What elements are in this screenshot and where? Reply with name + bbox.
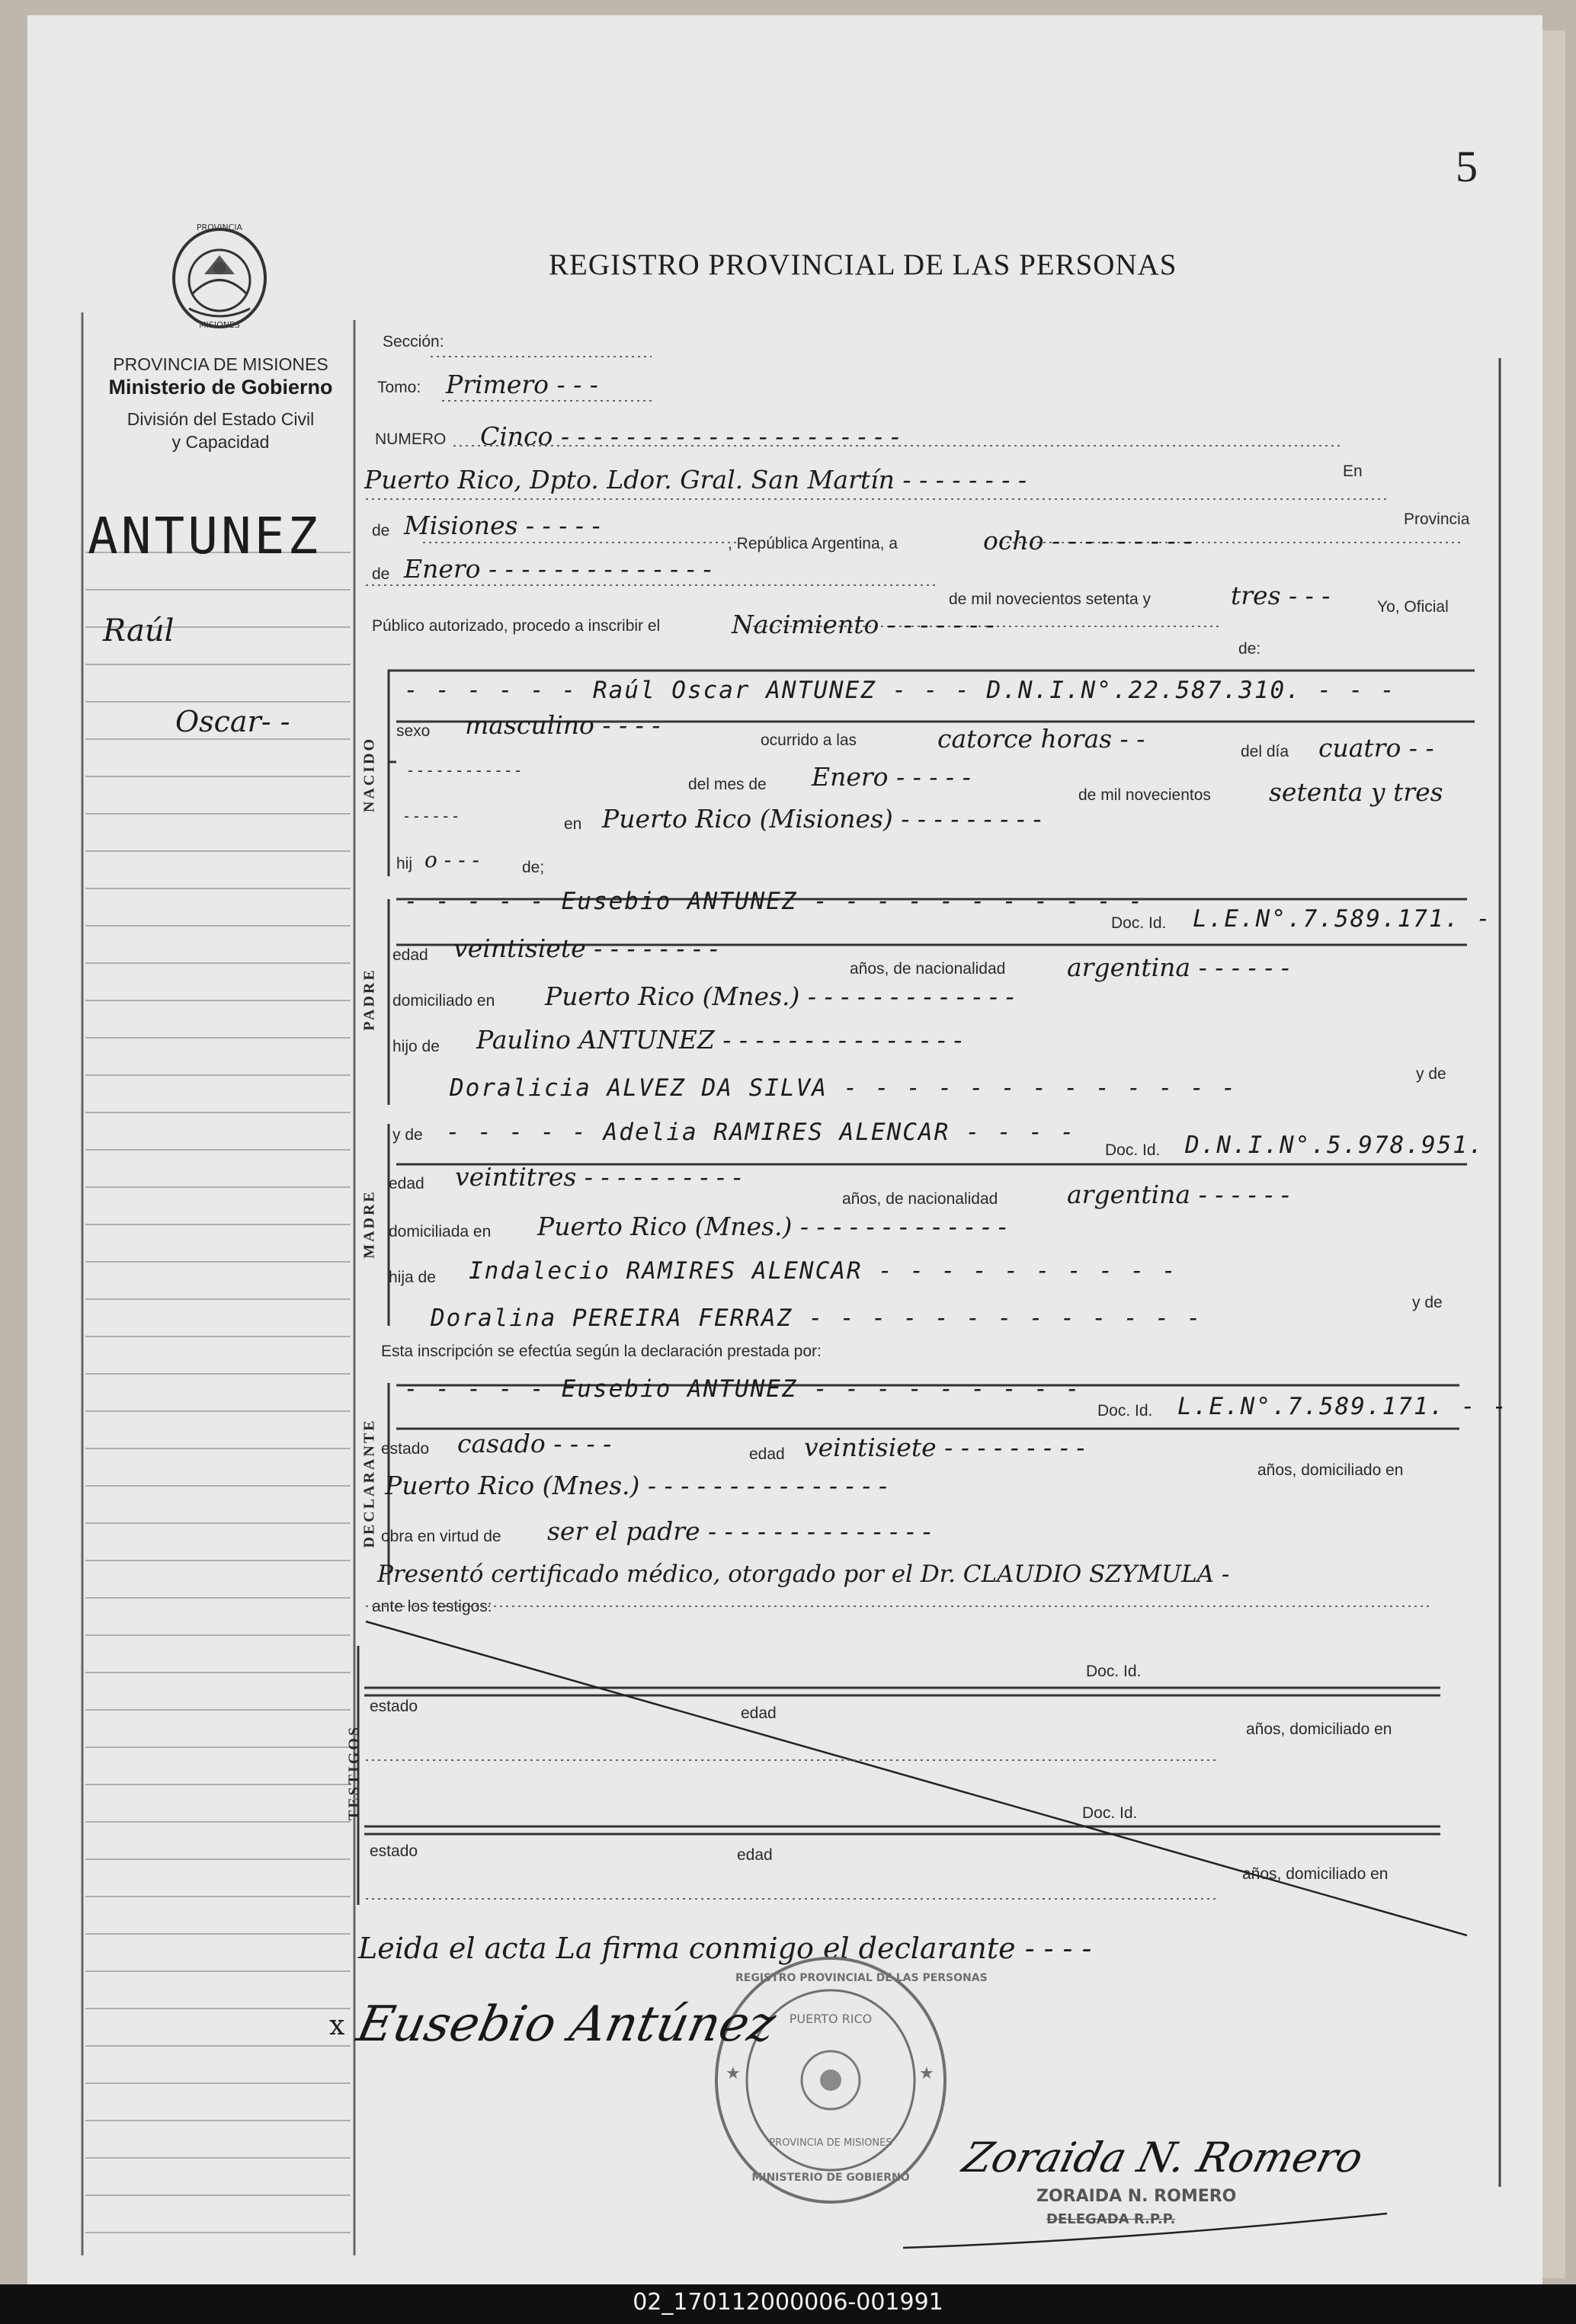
- anio-value: setenta y tres: [1269, 777, 1443, 807]
- stamp-lower-ring: MINISTERIO DE GOBIERNO: [751, 2172, 910, 2184]
- testigo1-estado-label: estado: [370, 1698, 418, 1715]
- declarante-signature: Eusebio Antúnez: [352, 1996, 781, 2053]
- signature-mark: x: [329, 2010, 345, 2041]
- publico-text: Público autorizado, procedo a inscribir el: [372, 617, 661, 635]
- madre-hija-label: hija de: [389, 1269, 436, 1286]
- declarante-name-value: - - - - - Eusebio ANTUNEZ - - - - - - - - -: [404, 1375, 1081, 1403]
- inscripcion-text: Esta inscripción se efectúa según la declaración prestada por:: [381, 1343, 822, 1360]
- hijo-value: o - - -: [424, 847, 479, 872]
- padre-edad-label: edad: [392, 946, 428, 964]
- testigo1-doc-label: Doc. Id.: [1086, 1663, 1142, 1680]
- nacido-dash-prefix: - - - - - - - - - - - -: [408, 762, 521, 779]
- page-number: 5: [1456, 142, 1478, 191]
- lugar-value: Puerto Rico (Misiones) - - - - - - - - -: [602, 804, 1042, 834]
- nacido-name-value: - - - - - - Raúl Oscar ANTUNEZ - - - D.N.I.N°.22.587.310. - - -: [404, 677, 1396, 704]
- dia-label: del día: [1241, 743, 1289, 760]
- declarante-anios-label: años, domiciliado en: [1257, 1461, 1404, 1479]
- padre-hijo-label: hijo de: [392, 1038, 440, 1055]
- official-name: ZORAIDA N. ROMERO: [1036, 2187, 1237, 2206]
- padre-hijo-value: Paulino ANTUNEZ - - - - - - - - - - - - - - -: [476, 1025, 963, 1055]
- place-value: Puerto Rico, Dpto. Ldor. Gral. San Martín - - - - - - - -: [364, 465, 1027, 495]
- padre-nac-label: años, de nacionalidad: [850, 960, 1006, 978]
- madre-section-label: MADRE: [360, 1189, 378, 1259]
- madre-y-de-label: y de: [392, 1126, 423, 1144]
- madre-nac-label: años, de nacionalidad: [842, 1190, 998, 1208]
- provincia-label: Provincia: [1404, 511, 1470, 528]
- stamp-inner-bottom: PROVINCIA DE MISIONES: [769, 2137, 892, 2149]
- margin-surname: ANTUNEZ: [88, 507, 322, 565]
- padre-edad-value: veintisiete - - - - - - - -: [453, 933, 718, 963]
- madre-edad-value: veintitres - - - - - - - - - -: [455, 1162, 742, 1192]
- madre-dom-value: Puerto Rico (Mnes.) - - - - - - - - - - - - -: [537, 1212, 1007, 1241]
- testigos-intro: ante los testigos:: [372, 1598, 492, 1615]
- padre-dom-value: Puerto Rico (Mnes.) - - - - - - - - - - - - -: [545, 981, 1014, 1011]
- mes-label: del mes de: [688, 776, 767, 793]
- testigo1-anios-label: años, domiciliado en: [1246, 1721, 1392, 1738]
- de-colon: de:: [1238, 640, 1261, 658]
- declarante-edad-value: veintisiete - - - - - - - - -: [804, 1432, 1085, 1462]
- ocurrido-label: ocurrido a las: [761, 731, 857, 749]
- padre-doc-value: L.E.N°.7.589.171. -: [1193, 905, 1492, 933]
- numero-value: Cinco - - - - - - - - - - - - - - - - - - - - -: [480, 421, 899, 451]
- closing-text: Leida el acta La firma conmigo el declarante - - - -: [358, 1932, 1092, 1965]
- hijo-label: hij: [396, 855, 413, 872]
- madre-name-value: - - - - - Adelia RAMIRES ALENCAR - - - -: [446, 1119, 1076, 1146]
- page-title: REGISTRO PROVINCIAL DE LAS PERSONAS: [549, 248, 1177, 281]
- madre-dom-label: domiciliada en: [389, 1223, 492, 1240]
- testigo1-edad-label: edad: [741, 1705, 777, 1722]
- seccion-label: Sección:: [383, 333, 444, 351]
- testigos-section-label: TESTIGOS: [345, 1724, 363, 1821]
- official-stamp: [709, 1951, 988, 2210]
- testigo2-estado-label: estado: [370, 1842, 418, 1860]
- office-line-2: Ministerio de Gobierno: [108, 376, 333, 399]
- official-signature: Zoraida N. Romero: [958, 2134, 1368, 2182]
- province-value: Misiones - - - - -: [404, 511, 601, 540]
- stamp-outer-text: REGISTRO PROVINCIAL DE LAS PERSONAS: [735, 1972, 988, 1984]
- madre-y-de-label-2: y de: [1412, 1294, 1443, 1311]
- madre-hija-value: Indalecio RAMIRES ALENCAR - - - - - - - - - -: [469, 1257, 1177, 1285]
- padre-dom-label: domiciliado en: [392, 992, 495, 1010]
- year-text: de mil novecientos setenta y: [949, 591, 1151, 608]
- stamp-inner-top: PUERTO RICO: [789, 2012, 873, 2026]
- madre-doc-label: Doc. Id.: [1105, 1141, 1161, 1159]
- month-value: Enero - - - - - - - - - - - - - -: [404, 554, 712, 584]
- de-label: de: [372, 522, 390, 539]
- office-line-3: División del Estado Civil: [127, 409, 315, 429]
- testigo2-doc-label: Doc. Id.: [1082, 1804, 1138, 1822]
- footer-id: 02_170112000006-001991: [633, 2289, 943, 2316]
- declarante-estado-label: estado: [381, 1440, 430, 1458]
- padre-madre-value: Doralicia ALVEZ DA SILVA - - - - - - - - - - - - -: [450, 1074, 1238, 1102]
- en-label: En: [1343, 463, 1363, 480]
- declarante-dom-value: Puerto Rico (Mnes.) - - - - - - - - - - - - - - -: [385, 1471, 887, 1500]
- oficial-label: Yo, Oficial: [1377, 598, 1449, 616]
- obra-value: ser el padre - - - - - - - - - - - - - -: [547, 1516, 931, 1546]
- declarante-doc-label: Doc. Id.: [1097, 1402, 1153, 1420]
- anio-label: de mil novecientos: [1078, 786, 1211, 804]
- padre-name-value: - - - - - Eusebio ANTUNEZ - - - - - - - - - - -: [404, 888, 1145, 915]
- padre-section-label: PADRE: [360, 968, 378, 1031]
- testigo2-anios-label: años, domiciliado en: [1242, 1865, 1389, 1883]
- tomo-value: Primero - - -: [446, 370, 598, 399]
- nacido-dash-prefix-2: - - - - - -: [404, 808, 459, 825]
- declarante-section-label: DECLARANTE: [360, 1418, 378, 1548]
- year-value: tres - - -: [1231, 581, 1331, 610]
- svg-text:★: ★: [919, 2064, 934, 2083]
- madre-edad-label: edad: [389, 1175, 424, 1192]
- emblem-text-bottom: MISIONES: [199, 320, 240, 330]
- declarante-edad-label: edad: [749, 1445, 785, 1463]
- mes-value: Enero - - - - -: [812, 762, 971, 792]
- emblem-text-top: PROVINCIA: [196, 222, 243, 232]
- hijo-de-label: de;: [522, 859, 545, 876]
- province-emblem-icon: [166, 221, 273, 335]
- official-title: DELEGADA R.P.P.: [1046, 2211, 1176, 2227]
- padre-y-de-label: y de: [1416, 1065, 1446, 1083]
- padre-nac-value: argentina - - - - - -: [1067, 952, 1289, 982]
- declarante-doc-value: L.E.N°.7.589.171. - -: [1177, 1393, 1508, 1420]
- madre-madre-value: Doralina PEREIRA FERRAZ - - - - - - - - - - - - -: [431, 1304, 1203, 1332]
- numero-label: NUMERO: [375, 431, 447, 448]
- nacido-section-label: NACIDO: [360, 736, 378, 813]
- hora-value: catorce horas - -: [937, 724, 1145, 754]
- sexo-label: sexo: [396, 722, 431, 740]
- declarante-nota: Presentó certificado médico, otorgado por el Dr. CLAUDIO SZYMULA -: [377, 1561, 1230, 1588]
- republica-label: , República Argentina, a: [728, 535, 898, 552]
- madre-doc-value: D.N.I.N°.5.978.951.: [1185, 1132, 1485, 1159]
- office-line-1: PROVINCIA DE MISIONES: [113, 354, 328, 374]
- acto-value: Nacimiento - - - - - - -: [732, 610, 995, 639]
- svg-text:★: ★: [726, 2064, 741, 2083]
- de-label-2: de: [372, 565, 390, 583]
- day-value: ocho - - - - - - - - -: [983, 526, 1193, 555]
- margin-first-name: Raúl: [103, 613, 175, 648]
- obra-label: obra en virtud de: [381, 1528, 501, 1545]
- office-line-4: y Capacidad: [171, 432, 270, 452]
- testigo2-edad-label: edad: [737, 1846, 773, 1864]
- madre-nac-value: argentina - - - - - -: [1067, 1180, 1289, 1209]
- margin-second-name: Oscar- -: [175, 705, 290, 738]
- en-label-nacido: en: [564, 815, 582, 833]
- padre-doc-label: Doc. Id.: [1111, 914, 1167, 932]
- sexo-value: masculino - - - -: [465, 710, 661, 740]
- tomo-label: Tomo:: [377, 379, 421, 396]
- official-flourish: [899, 2210, 1402, 2255]
- declarante-estado-value: casado - - - -: [457, 1429, 612, 1458]
- dia-value: cuatro - -: [1318, 733, 1434, 763]
